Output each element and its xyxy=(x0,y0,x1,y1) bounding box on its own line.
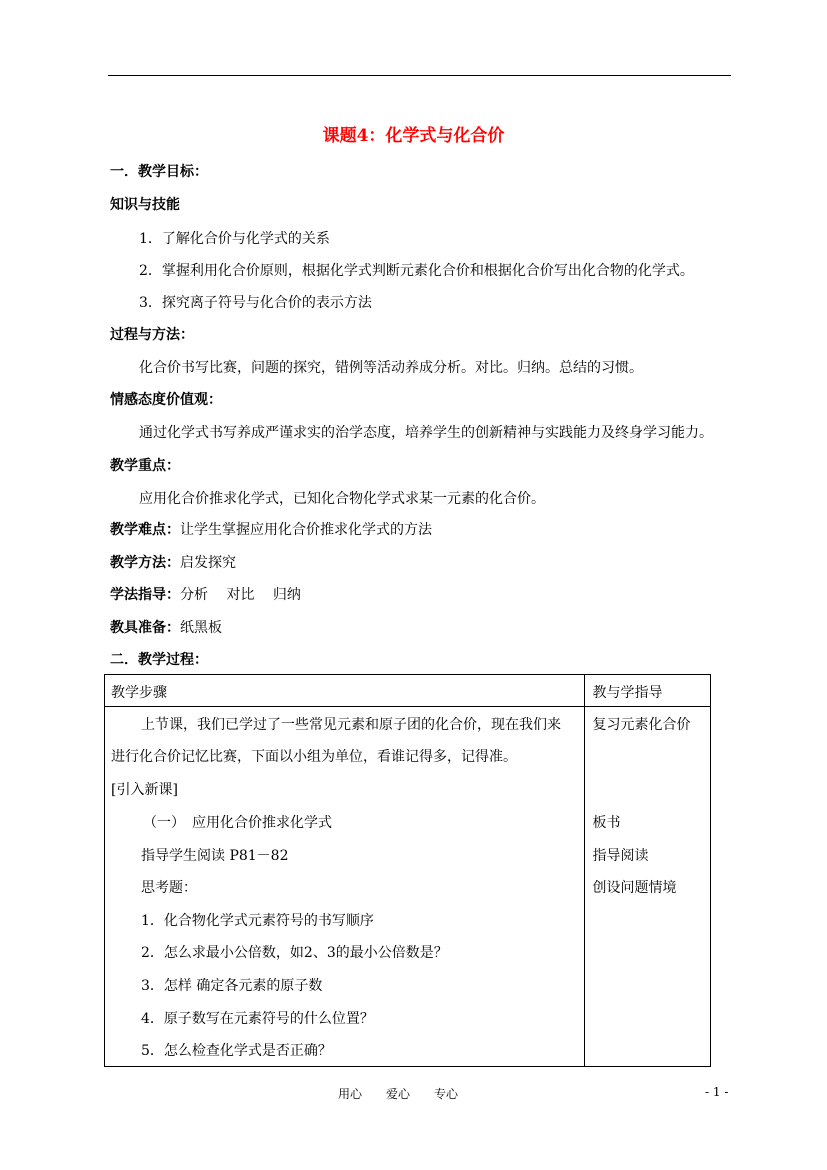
steps-line: 3．怎样 确定各元素的原子数 xyxy=(141,978,323,994)
steps-line: 2．怎么求最小公倍数，如2、3的最小公倍数是？ xyxy=(141,945,448,961)
guidance-line: 复习元素化合价 xyxy=(592,717,691,733)
attitude-heading: 情感态度价值观： xyxy=(110,392,222,408)
tools-row xyxy=(110,617,222,637)
difficulty-row xyxy=(110,519,432,539)
steps-line: 思考题： xyxy=(141,880,197,896)
steps-line: 5．怎么检查化学式是否正确？ xyxy=(141,1043,332,1059)
method-row xyxy=(110,552,236,572)
section-1-heading: 一．教学目标： xyxy=(110,164,208,180)
guidance-cell xyxy=(584,707,710,1067)
steps-cell xyxy=(105,707,585,1067)
header-steps-label: 教学步骤 xyxy=(111,685,167,701)
section-2-heading: 二．教学过程： xyxy=(110,652,208,668)
study-text: 分析 对比 归纳 xyxy=(180,587,301,603)
steps-line: （一） 应用化合价推求化学式 xyxy=(143,815,332,831)
steps-line: 进行化合价记忆比赛，下面以小组为单位，看谁记得多，记得准。 xyxy=(111,749,517,765)
steps-line: [引入新课] xyxy=(111,782,178,798)
difficulty-label: 教学难点： xyxy=(110,522,180,538)
process-heading: 过程与方法： xyxy=(110,327,194,343)
study-label: 学法指导： xyxy=(110,587,180,603)
header-guidance-label: 教与学指导 xyxy=(592,685,663,701)
knowledge-item: 1．了解化合价与化学式的关系 xyxy=(139,231,330,247)
guidance-line: 创设问题情境 xyxy=(592,880,677,896)
steps-line: 指导学生阅读 P81－82 xyxy=(141,848,289,864)
difficulty-text: 让学生掌握应用化合价推求化学式的方法 xyxy=(180,522,432,538)
guidance-line: 板书 xyxy=(592,815,621,831)
steps-line: 1．化合物化学式元素符号的书写顺序 xyxy=(141,913,374,929)
table-header-row xyxy=(105,675,711,707)
table-body-row xyxy=(105,707,711,1067)
knowledge-heading: 知识与技能 xyxy=(110,197,180,213)
attitude-text: 通过化学式书写养成严谨求实的治学态度，培养学生的创新精神与实践能力及终身学习能力。 xyxy=(139,425,713,441)
header-cell-steps xyxy=(105,675,585,707)
knowledge-item: 3．探究离子符号与化合价的表示方法 xyxy=(139,295,372,311)
study-row xyxy=(110,584,301,604)
steps-line: 4．原子数写在元素符号的什么位置？ xyxy=(141,1011,374,1027)
key-heading: 教学重点： xyxy=(110,458,180,474)
footer-motto: 用心 爱心 专心 xyxy=(338,1087,459,1101)
knowledge-item: 2．掌握利用化合价原则，根据化学式判断元素化合价和根据化合价写出化合物的化学式。 xyxy=(139,263,694,279)
page-title: 课题4：化学式与化合价 xyxy=(322,126,505,146)
method-text: 启发探究 xyxy=(180,555,236,571)
tools-text: 纸黑板 xyxy=(180,620,222,636)
header-cell-guidance xyxy=(584,675,710,707)
teaching-steps-table xyxy=(104,674,711,1067)
tools-label: 教具准备： xyxy=(110,620,180,636)
guidance-line: 指导阅读 xyxy=(592,848,649,864)
page-number: - 1 - xyxy=(705,1085,729,1099)
method-label: 教学方法： xyxy=(110,555,180,571)
steps-line: 上节课，我们已学过了一些常见元素和原子团的化合价，现在我们来 xyxy=(141,717,561,733)
key-text: 应用化合价推求化学式，已知化合物化学式求某一元素的化合价。 xyxy=(139,491,545,507)
header-rule xyxy=(108,75,731,76)
process-text: 化合价书写比赛，问题的探究，错例等活动养成分析。对比。归纳。总结的习惯。 xyxy=(139,360,643,376)
